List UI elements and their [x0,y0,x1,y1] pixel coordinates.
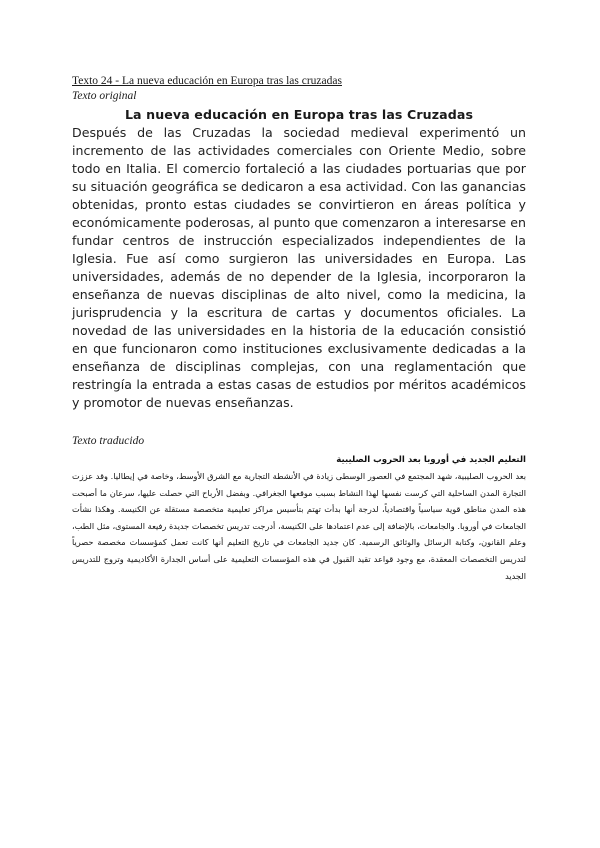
document-title: Texto 24 - La nueva educación en Europa tras las cruzadas [72,75,342,87]
arabic-body: بعد الحروب الصليبية، شهد المجتمع في العصور الوسطى زيادة في الأنشطة التجارية مع الشرق الأوسط، وخاصة في إيطاليا. وقد عززت التجارة المدن الساحلية التي كرست نفسها لهذا النشاط بسبب موقعها الجغرافي. وبفضل الأرباح التي حصلت عليها، سرعان ما أصبحت هذه المدن مناطق قوية سياسياً واقتصادياً، لدرجة أنها بدأت تهتم بتأسيس مراكز تعليمية متخصصة مستقلة عن الكنيسة. وهكذا نشأت الجامعات في أوروبا. والجامعات، بالإضافة إلى عدم اعتمادها على الكنيسة، أدرجت تدريس تخصصات جديدة رفيعة المستوى، مثل الطب، وعلم القانون، وكتابة الرسائل والوثائق الرسمية. كان جديد الجامعات في تاريخ التعليم أنها كانت تعمل كمؤسسات مخصصة حصرياً لتدريس التخصصات المعقدة، مع وجود قواعد تقيد القبول في هذه المؤسسات التعليمية على أساس الجدارة الأكاديمية وتروج للتدريس الجديد [72,471,526,581]
arabic-title: التعليم الجديد في أوروبا بعد الحروب الصليبية [336,455,526,465]
arabic-translation [72,453,526,584]
original-text-label: Texto original [72,90,137,102]
translated-text-label: Texto traducido [72,435,145,447]
essay-title: La nueva educación en Europa tras las Cruzadas [124,107,474,122]
essay-body: Después de las Cruzadas la sociedad medieval experimentó un incremento de las actividades comerciales con Oriente Medio, sobre todo en Italia. El comercio fortaleció a las ciudades portuarias que por su situación geográfica se dedicaron a esa actividad. Con las ganancias obtenidas, pronto estas ciudades se convirtieron en áreas política y económicamente poderosas, al punto que comenzaron a interesarse en fundar centros de instrucción especializados independientes de la Iglesia. Fue así como surgieron las universidades en Europa. Las universidades, además de no depender de la Iglesia, incorporaron la enseñanza de nuevas disciplinas de alto nivel, como la medicina, la jurisprudencia y la escritura de cartas y documentos oficiales. La novedad de las universidades en la historia de la educación consistió en que funcionaron como instituciones exclusivamente dedicadas a la enseñanza de disciplinas complejas, con una reglamentación que restringía la entrada a estas casas de estudios por méritos académicos y promotor de nuevas enseñanzas. [72,125,526,410]
document-page [72,0,526,584]
